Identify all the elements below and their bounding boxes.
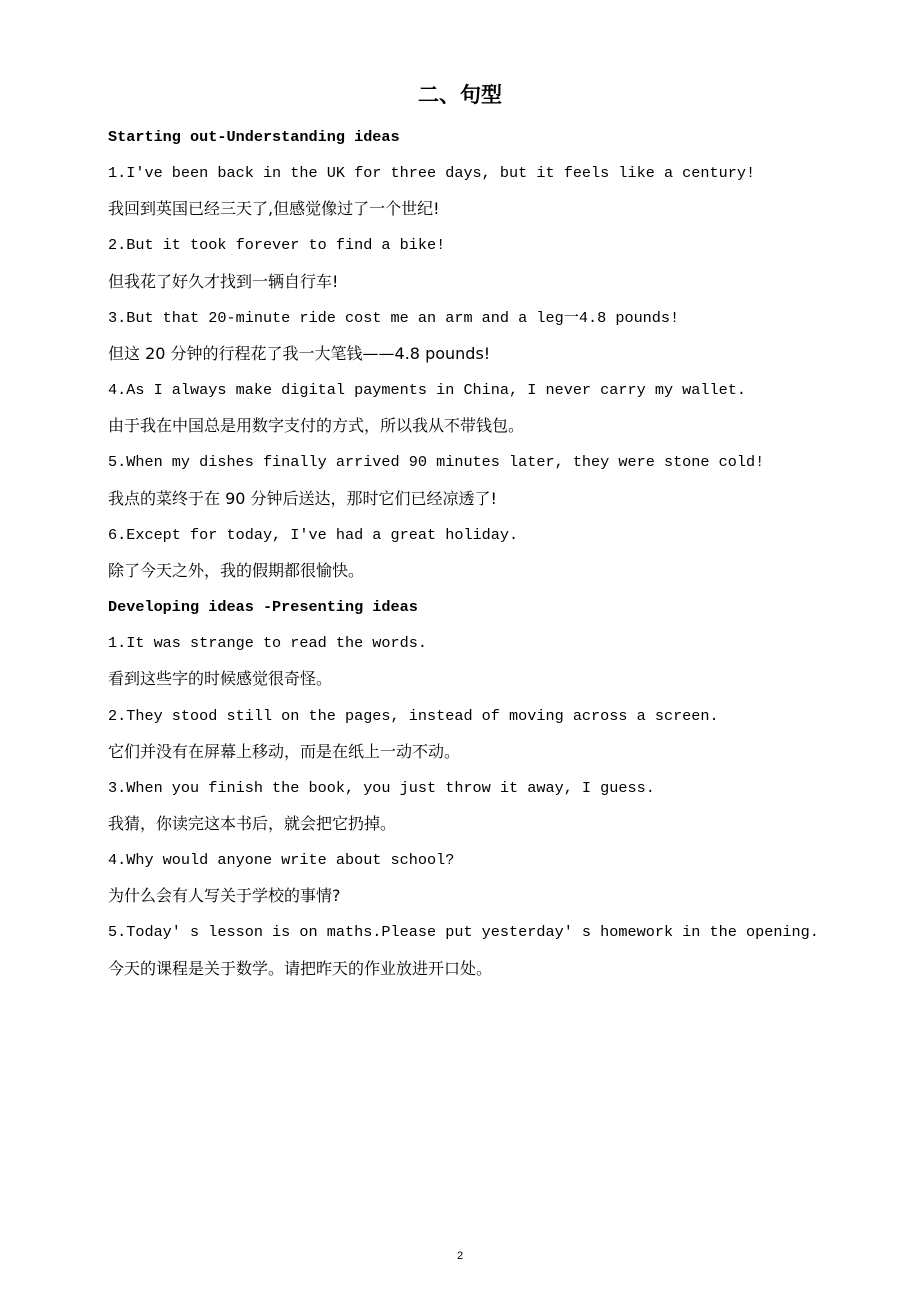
sentence-en: 4.Why would anyone write about school? [108, 851, 455, 870]
sentence-zh: 看到这些字的时候感觉很奇怪。 [108, 669, 333, 689]
sentence-zh: 但这 20 分钟的行程花了我一大笔钱——4.8 pounds! [108, 343, 491, 363]
sentence-zh: 由于我在中国总是用数字支付的方式，所以我从不带钱包。 [108, 416, 525, 436]
sentence-en: 2.They stood still on the pages, instead of moving across a screen. [108, 706, 719, 725]
sentence-en: 2.But it took forever to find a bike! [108, 236, 446, 255]
sentence-zh: 今天的课程是关于数学。请把昨天的作业放进开口处。 [108, 958, 493, 978]
section-heading: Starting out-Understanding ideas [108, 128, 400, 146]
sentence-zh: 我点的菜终于在 90 分钟后送达，那时它们已经凉透了! [108, 488, 497, 508]
sentence-en: 5.Today' s lesson is on maths.Please put yesterday' s homework in the opening. [108, 923, 819, 942]
sentence-en: 1.I've been back in the UK for three days, but it feels like a century! [108, 164, 756, 183]
sentence-en: 6.Except for today, I've had a great holiday. [108, 525, 519, 544]
section-heading: Developing ideas -Presenting ideas [108, 598, 418, 617]
sentence-en: 1.It was strange to read the words. [108, 634, 427, 653]
sentence-zh: 我回到英国已经三天了,但感觉像过了一个世纪! [108, 199, 440, 219]
sentence-zh: 除了今天之外，我的假期都很愉快。 [108, 560, 365, 580]
sentence-en: 4.As I always make digital payments in China, I never carry my wallet. [108, 381, 746, 400]
sentence-zh: 为什么会有人写关于学校的事情? [108, 886, 341, 906]
sentence-en: 3.But that 20-minute ride cost me an arm and a leg一4.8 pounds! [108, 308, 680, 327]
page-title: 二、句型 [418, 83, 502, 107]
sentence-en: 5.When my dishes finally arrived 90 minutes later, they were stone cold! [108, 453, 765, 472]
document-body [108, 119, 888, 987]
sentence-zh: 但我花了好久才找到一辆自行车! [108, 271, 339, 291]
page-number: 2 [456, 1250, 464, 1262]
sentence-zh: 它们并没有在屏幕上移动，而是在纸上一动不动。 [108, 741, 461, 761]
sentence-zh: 我猜，你读完这本书后，就会把它扔掉。 [108, 813, 397, 833]
sentence-en: 3.When you finish the book, you just throw it away, I guess. [108, 778, 655, 797]
